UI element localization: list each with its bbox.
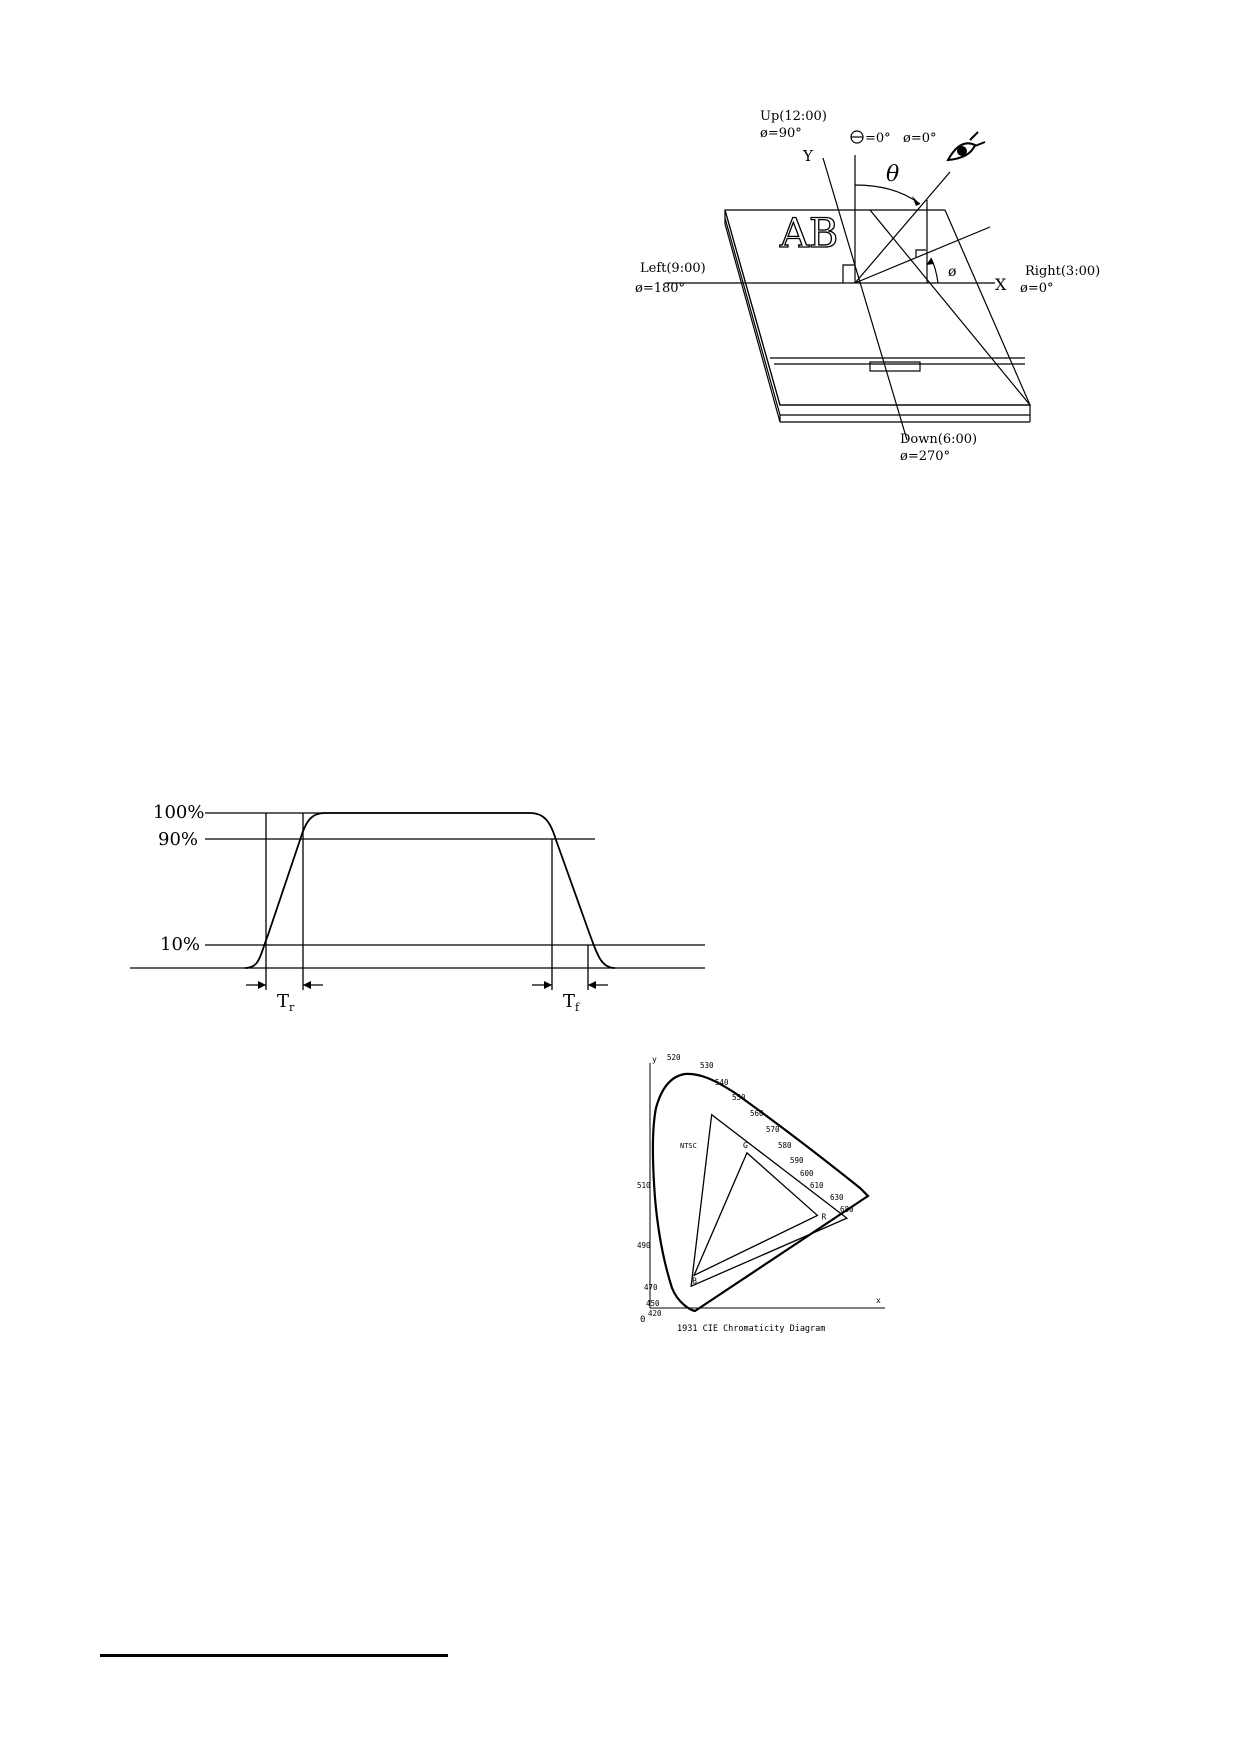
wavelength-label: 520	[667, 1053, 681, 1062]
wavelength-label: 470	[644, 1283, 658, 1292]
chart-title: 1931 CIE Chromaticity Diagram	[677, 1324, 826, 1334]
panel-label: AB	[780, 211, 839, 257]
x-axis-label: X	[995, 275, 1007, 294]
response-time-figure	[120, 795, 720, 1015]
theta-symbol-circled	[851, 131, 863, 143]
up-label: Up(12:00)	[760, 109, 827, 124]
down-label: Down(6:00)	[900, 432, 978, 447]
up-angle: ø=90°	[760, 126, 802, 141]
vertex-label-g: G	[742, 1140, 748, 1150]
left-angle: ø=180°	[635, 281, 686, 296]
y-axis-line	[823, 158, 907, 440]
level-100-label: 100%	[153, 802, 205, 823]
phi-zero: ø=0°	[903, 131, 937, 146]
wavelength-label: 610	[810, 1181, 824, 1190]
gamut-triangle-ntsc	[691, 1115, 847, 1287]
wavelength-label: 680	[840, 1205, 854, 1214]
wavelength-label: 580	[778, 1141, 792, 1150]
panel-edge	[725, 210, 1030, 415]
wavelength-label: 530	[700, 1061, 714, 1070]
wavelength-label: 600	[800, 1169, 814, 1178]
level-10-label: 10%	[160, 934, 201, 955]
footer-rule	[100, 1654, 448, 1657]
connector	[870, 362, 920, 371]
eye-icon	[948, 132, 985, 160]
rise-time-label: $T_r$	[277, 991, 295, 1014]
ntsc-label: NTSC	[680, 1142, 697, 1150]
fall-time-label: $T_f$	[563, 991, 580, 1014]
wavelength-label: 630	[830, 1193, 844, 1202]
viewing-ray	[855, 172, 950, 283]
wavelength-label: 510	[637, 1181, 651, 1190]
viewing-angle-diagram	[620, 100, 1140, 480]
y-axis-label: Y	[803, 147, 813, 165]
level-90-label: 90%	[158, 829, 199, 850]
panel-surface	[725, 210, 1030, 405]
cie-chart-figure	[637, 1048, 900, 1338]
origin-label: 0	[640, 1315, 646, 1325]
right-angle: ø=0°	[1020, 281, 1054, 296]
wavelength-label: 550	[732, 1093, 746, 1102]
wavelength-label: 540	[715, 1078, 729, 1087]
left-label: Left(9:00)	[640, 261, 706, 276]
right-label: Right(3:00)	[1025, 264, 1101, 279]
y-axis-label: y	[652, 1055, 657, 1064]
theta-symbol: θ	[886, 162, 900, 187]
wavelength-label: 560	[750, 1109, 764, 1118]
wavelength-label: 590	[790, 1156, 804, 1165]
gamut-triangle-panel	[694, 1153, 817, 1276]
phi-symbol: ø	[948, 264, 957, 280]
wavelength-label: 490	[637, 1241, 651, 1250]
wavelength-label: 450	[646, 1299, 660, 1308]
response-time-diagram	[120, 795, 720, 1015]
theta-zero: =0°	[865, 131, 891, 146]
wavelength-label: 420	[648, 1309, 662, 1318]
cie-chromaticity-chart	[637, 1048, 900, 1338]
wavelength-label: 570	[766, 1125, 780, 1134]
vertex-label-b: B	[692, 1276, 697, 1286]
vertex-label-r: R	[821, 1212, 827, 1222]
x-axis-label: x	[876, 1296, 881, 1305]
viewing-angle-figure	[620, 100, 1140, 480]
down-angle: ø=270°	[900, 449, 951, 464]
